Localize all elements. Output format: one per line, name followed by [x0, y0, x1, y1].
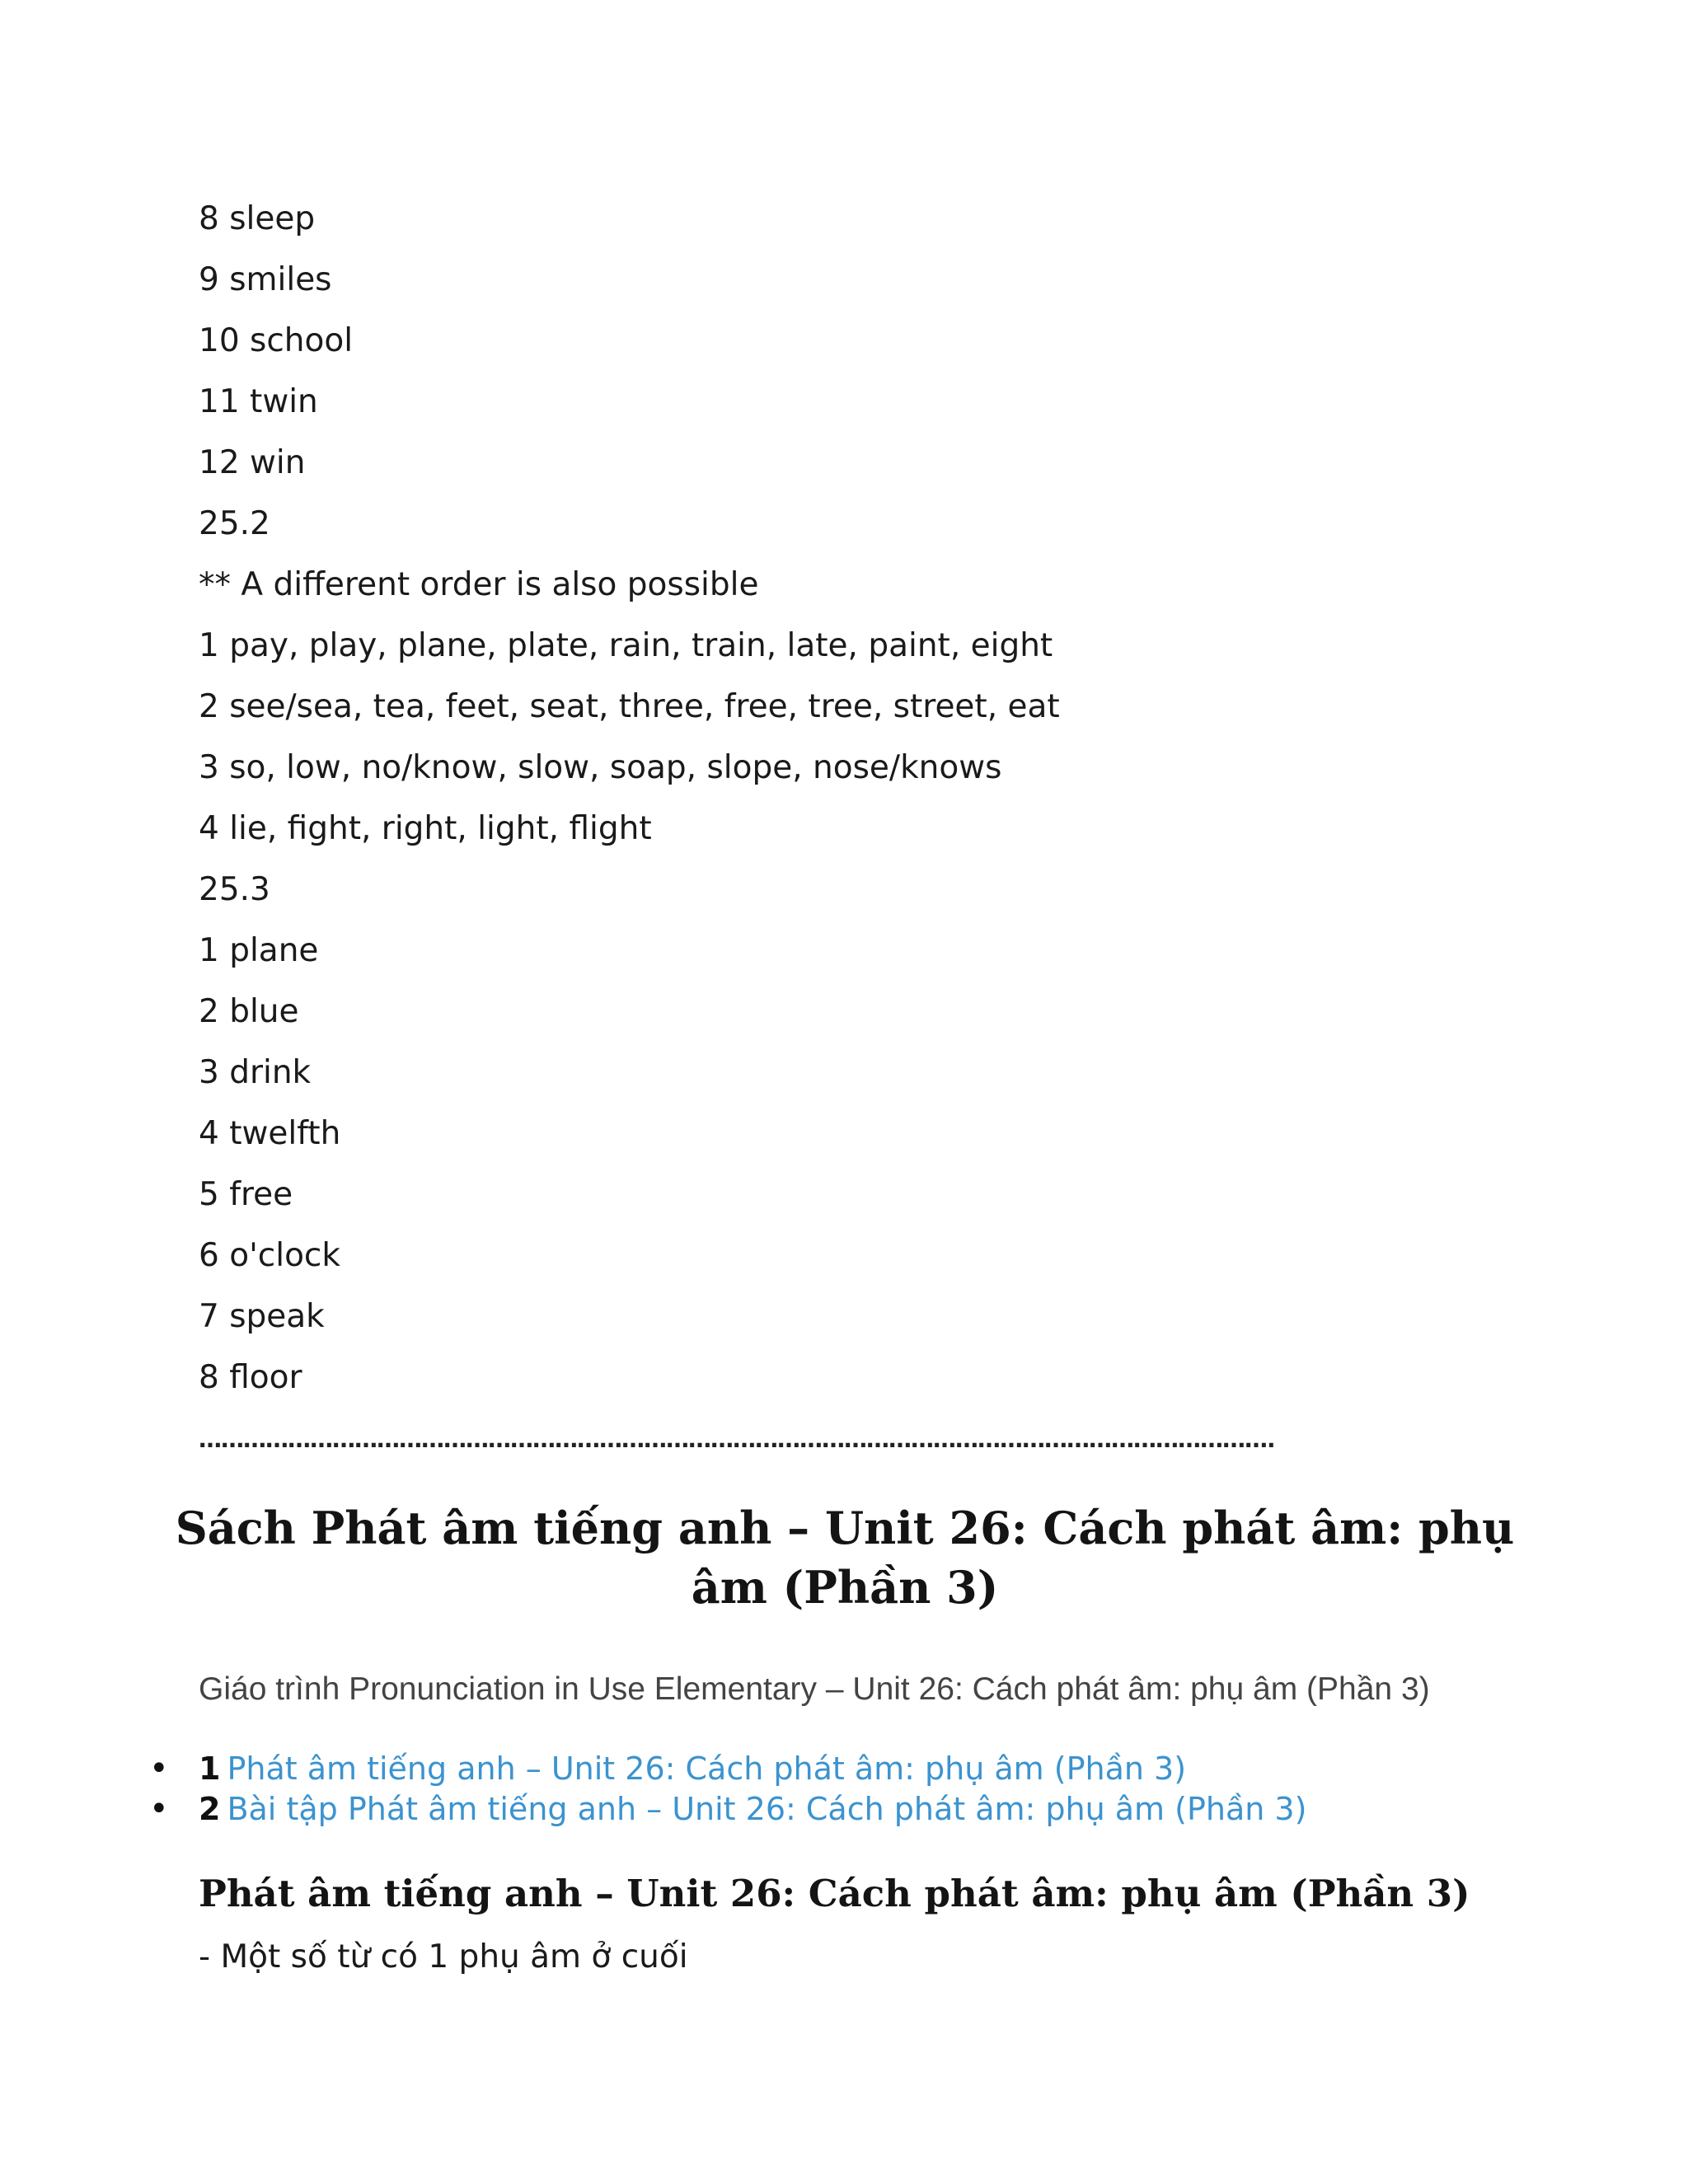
toc-item [149, 1749, 1306, 1789]
dotted-separator: ………………………………………………………………………………………………………………………………. [199, 1426, 1275, 1451]
answer-line: 12 win [199, 444, 306, 481]
answer-line: 5 free [199, 1176, 293, 1213]
table-of-contents [149, 1749, 1307, 1830]
page-subtitle: Giáo trình Pronunciation in Use Elementary – Unit 26: Cách phát âm: phụ âm (Phần 3) [199, 1671, 1430, 1707]
answer-line: 1 plane [199, 932, 319, 969]
toc-link[interactable]: Bài tập Phát âm tiếng anh – Unit 26: Cách phát âm: phụ âm (Phần 3) [227, 1791, 1307, 1827]
answer-line: 8 sleep [199, 200, 316, 237]
section-text: - Một số từ có 1 phụ âm ở cuối [199, 1938, 688, 1975]
answer-line: 2 see/sea, tea, feet, seat, three, free, tree, street, eat [199, 688, 1060, 725]
toc-link[interactable]: Phát âm tiếng anh – Unit 26: Cách phát âm: phụ âm (Phần 3) [227, 1750, 1187, 1787]
answer-line: 10 school [199, 322, 354, 359]
toc-number: 2 [199, 1791, 221, 1827]
answer-line: 9 smiles [199, 261, 332, 298]
answer-line: 2 blue [199, 993, 299, 1030]
page-title: Sách Phát âm tiếng anh – Unit 26: Cách phát âm: phụ âm (Phần 3) [175, 1502, 1515, 1614]
answer-note: ** A different order is also possible [199, 566, 759, 603]
toc-number: 1 [199, 1750, 221, 1787]
answer-line: 3 drink [199, 1054, 312, 1091]
answer-line: 4 twelfth [199, 1115, 341, 1152]
answer-line: 6 o'clock [199, 1237, 340, 1274]
answer-line: 7 speak [199, 1298, 325, 1335]
answer-line: 1 pay, play, plane, plate, rain, train, late, paint, eight [199, 627, 1053, 664]
toc-item [149, 1789, 1307, 1830]
section-number: 25.2 [199, 505, 270, 542]
answer-line: 3 so, low, no/know, slow, soap, slope, nose/knows [199, 749, 1002, 786]
bullet-icon: • [149, 1750, 169, 1788]
answer-line: 11 twin [199, 383, 318, 420]
answer-line: 8 floor [199, 1359, 302, 1396]
bullet-icon: • [149, 1790, 169, 1828]
answer-list [199, 194, 1060, 1414]
section-number: 25.3 [199, 871, 270, 908]
section-heading: Phát âm tiếng anh – Unit 26: Cách phát âm: phụ âm (Phần 3) [199, 1872, 1470, 1915]
answer-line: 4 lie, fight, right, light, flight [199, 810, 652, 847]
